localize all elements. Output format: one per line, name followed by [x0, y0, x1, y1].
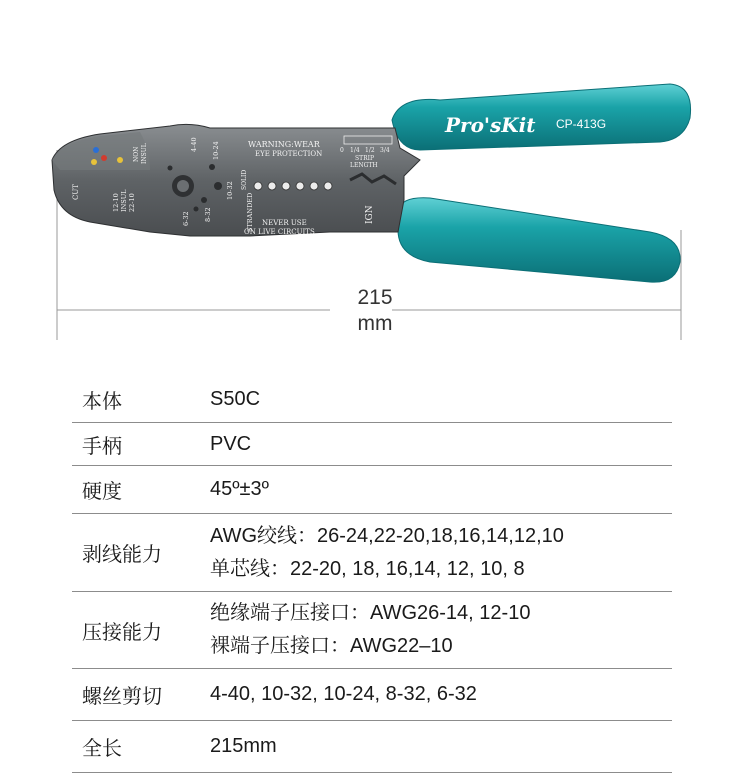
- spec-value-line: AWG绞线：26-24,22-20,18,16,14,12,10: [210, 524, 564, 547]
- product-image: [0, 0, 750, 360]
- non-insul-text-2: INSUL: [141, 143, 148, 164]
- warning-text-2: EYE PROTECTION: [255, 150, 323, 158]
- insul-range-1: 12-10: [112, 193, 120, 212]
- non-insul-text: NON: [133, 146, 140, 162]
- brand-logo: Pro'sKit: [445, 113, 536, 137]
- screw-size-4-40: 4-40: [190, 137, 198, 152]
- spec-value-line: 215mm: [210, 735, 277, 757]
- screw-size-10-24: 10-24: [212, 141, 220, 160]
- spec-value: [210, 473, 672, 506]
- length-unit: mm: [357, 312, 393, 335]
- stranded-label: STRANDED: [246, 192, 254, 232]
- spec-value-line: 45º±3º: [210, 478, 269, 500]
- strip-scale-0: 0: [340, 147, 344, 154]
- screw-size-8-32: 8-32: [204, 207, 212, 222]
- strip-scale-2: 1/2: [365, 147, 375, 154]
- spec-label: 手柄: [82, 433, 122, 458]
- spec-value-line: 单芯线：22-20, 18, 16,14, 12, 10, 8: [210, 557, 525, 580]
- screw-size-6-32: 6-32: [182, 211, 190, 226]
- live-circuits-text: ON LIVE CIRCUITS: [244, 228, 315, 236]
- spec-value-line: S50C: [210, 387, 261, 410]
- spec-value-line: 4-40, 10-32, 10-24, 8-32, 6-32: [210, 683, 477, 705]
- ign-text: IGN: [365, 205, 375, 224]
- spec-label: 本体: [82, 388, 122, 413]
- insul-range-2: 22-10: [128, 193, 136, 212]
- spec-label: 剥线能力: [82, 542, 162, 566]
- strip-label: STRIP: [355, 155, 375, 162]
- spec-value-line: 裸端子压接口：AWG22–10: [210, 635, 453, 657]
- spec-value: [210, 730, 672, 763]
- strip-scale-1: 1/4: [350, 147, 360, 154]
- spec-value: [210, 678, 672, 711]
- spec-label: 压接能力: [82, 619, 162, 644]
- insul-range-label: INSUL: [120, 189, 128, 212]
- screw-size-10-32: 10-32: [226, 181, 234, 200]
- spec-row-handle: [72, 423, 672, 466]
- spec-row-crimping: [72, 592, 672, 669]
- strip-scale-3: 3/4: [380, 147, 390, 154]
- spec-value: [210, 520, 672, 586]
- spec-row-body: [72, 376, 672, 423]
- spec-table: [72, 376, 672, 773]
- lower-handle: [398, 198, 680, 282]
- upper-handle: [392, 84, 691, 150]
- spec-label: 全长: [82, 736, 122, 760]
- spec-label: 螺丝剪切: [82, 684, 162, 708]
- spec-row-bolt-cutting: [72, 669, 672, 721]
- spec-value: [210, 597, 672, 663]
- length-label: LENGTH: [350, 162, 378, 169]
- spec-value-line: 绝缘端子压接口：AWG26-14, 12-10: [210, 602, 531, 624]
- solid-label: SOLID: [241, 169, 248, 190]
- length-value: 215: [357, 286, 393, 309]
- never-use-text: NEVER USE: [262, 219, 307, 227]
- spec-value-line: PVC: [210, 432, 252, 455]
- spec-row-length: [72, 721, 672, 773]
- spec-row-stripping: [72, 514, 672, 592]
- spec-label: 硬度: [82, 479, 122, 503]
- spec-row-hardness: [72, 466, 672, 514]
- model-number: CP-413G: [556, 117, 607, 131]
- spec-value: [210, 428, 672, 461]
- cut-text: CUT: [72, 184, 80, 200]
- warning-text-1: WARNING:WEAR: [248, 140, 320, 149]
- spec-value: [210, 383, 672, 416]
